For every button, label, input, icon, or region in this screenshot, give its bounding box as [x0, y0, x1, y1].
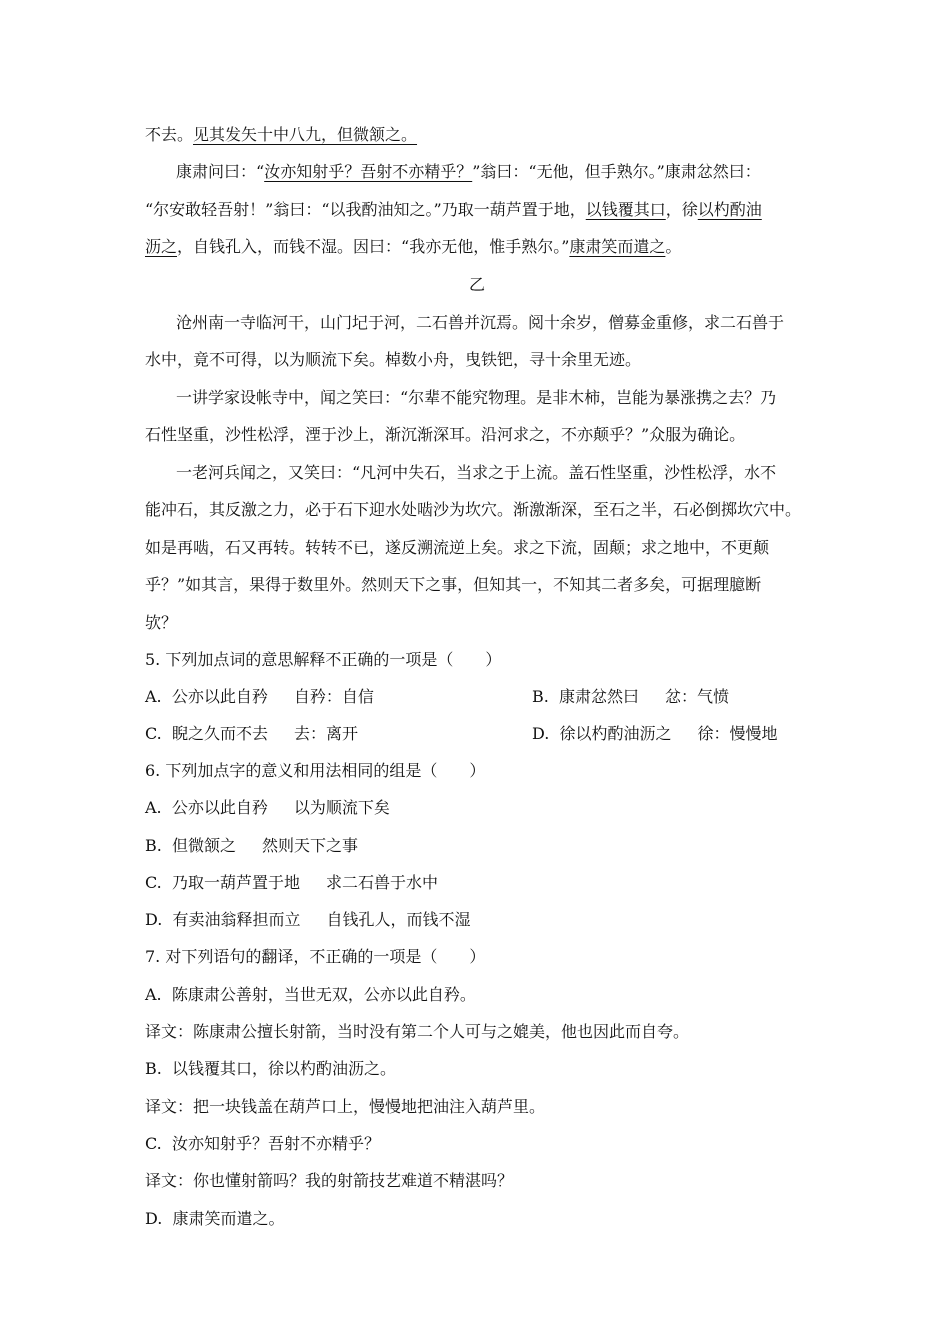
option-label: C.: [145, 873, 162, 892]
text-segment: ”翁曰：“无他，但手熟尔。”康肃忿然曰：: [472, 162, 761, 181]
text-segment: 康肃问曰：“: [176, 162, 265, 181]
option-label: B.: [145, 836, 162, 855]
underlined-sentence: 沥之: [145, 237, 178, 256]
option-label: A.: [145, 687, 162, 706]
question-7-option-c: [145, 1133, 809, 1155]
passage-a-para-2-line-1: [176, 161, 809, 183]
option-label: A.: [145, 985, 162, 1004]
option-gloss: 忿：气愤: [665, 687, 730, 706]
option-label: C.: [145, 1134, 162, 1153]
text-segment: ，自钱孔入，而钱不湿。因曰：“我亦无他，惟手熟尔。”: [177, 237, 570, 256]
underlined-sentence: 以钱覆其口: [585, 200, 666, 219]
passage-b-p2-line-2: 石性坚重，沙性松浮，湮于沙上，渐沉渐深耳。沿河求之，不亦颠乎？”众服为确论。: [145, 425, 746, 444]
passage-b-p3-line-4: 乎？”如其言，果得于数里外。然则天下之事，但知其一，不知其二者多矣，可据理臆断: [145, 575, 762, 594]
passage-b-p3-line-2: 能冲石，其反激之力，必于石下迎水处啮沙为坎穴。渐激渐深，至石之半，石必倒掷坎穴中。: [145, 500, 802, 519]
option-text: 以为顺流下矣: [293, 798, 390, 817]
option-text: 乃取一葫芦置于地: [171, 873, 300, 892]
question-7-stem: 7. 对下列语句的翻译，不正确的一项是（ ）: [145, 947, 486, 966]
question-6-option-d: [145, 909, 809, 931]
question-7-option-b: [145, 1058, 809, 1080]
underlined-sentence: 见其发矢十中八九，但微颔之。: [193, 125, 418, 144]
question-5-stem: 5. 下列加点词的意思解释不正确的一项是（ ）: [145, 650, 502, 669]
option-label: B.: [532, 687, 549, 706]
option-text: 公亦以此自矜: [171, 687, 268, 706]
question-7-option-a: [145, 984, 809, 1006]
passage-b-p3-line-1: 一老河兵闻之，又笑曰：“凡河中失石，当求之于上流。盖石性坚重，沙性松浮，水不: [176, 463, 777, 482]
option-text: 睨之久而不去: [171, 724, 268, 743]
option-text: 然则天下之事: [262, 836, 359, 855]
option-gloss: 去：离开: [293, 724, 358, 743]
option-text: 康肃笑而遣之。: [172, 1209, 285, 1228]
text-segment: ，徐: [665, 200, 698, 219]
text-segment: 。: [665, 237, 682, 256]
option-text: 陈康肃公善射，当世无双，公亦以此自矜。: [171, 985, 476, 1004]
question-5-option-b: [532, 686, 729, 708]
option-label: C.: [145, 724, 162, 743]
question-7-option-d: [145, 1208, 809, 1230]
question-6-option-b: [145, 835, 809, 857]
option-label: D.: [145, 910, 163, 929]
option-text: 公亦以此自矜: [171, 798, 268, 817]
passage-b-p2-line-1: 一讲学家设帐寺中，闻之笑曰：“尔辈不能究物理。是非木柿，岂能为暴涨携之去？乃: [176, 388, 777, 407]
underlined-sentence: 以杓酌油: [697, 200, 762, 219]
underlined-sentence: 康肃笑而遣之: [569, 237, 666, 256]
passage-a-para-2-line-3: [145, 236, 809, 258]
passage-b-p1-line-2: 水中，竟不可得，以为顺流下矣。棹数小舟，曳铁钯，寻十余里无迹。: [145, 350, 642, 369]
text-segment: 不去。: [145, 125, 194, 144]
passage-b-p1-line-1: 沧州南一寺临河干，山门圮于河，二石兽并沉焉。阅十余岁，僧募金重修，求二石兽于: [176, 313, 785, 332]
option-label: D.: [145, 1209, 163, 1228]
question-5-option-d: [532, 723, 778, 745]
option-label: B.: [145, 1059, 162, 1078]
option-text: 有卖油翁释担而立: [172, 910, 301, 929]
question-7-translation-b: 译文：把一块钱盖在葫芦口上，慢慢地把油注入葫芦里。: [145, 1097, 546, 1116]
underlined-sentence: 汝亦知射乎？吾射不亦精乎？: [264, 162, 473, 181]
option-text: 求二石兽于水中: [325, 873, 438, 892]
passage-b-p3-line-3: 如是再啮，石又再转。转转不已，遂反溯流逆上矣。求之下流，固颠；求之地中，不更颠: [145, 538, 770, 557]
option-text: 徐以杓酌油沥之: [559, 724, 672, 743]
option-text: 自钱孔人，而钱不湿: [326, 910, 471, 929]
passage-b-heading: 乙: [468, 275, 485, 294]
passage-a-para-2-line-2: [145, 199, 809, 221]
option-gloss: 自矜：自信: [293, 687, 374, 706]
option-gloss: 徐：慢慢地: [697, 724, 778, 743]
passage-a-line-1: [145, 124, 809, 146]
option-text: 康肃忿然曰: [559, 687, 640, 706]
question-6-option-a: [145, 797, 809, 819]
option-text: 汝亦知射乎？吾射不亦精乎？: [171, 1134, 380, 1153]
option-text: 以钱覆其口，徐以杓酌油沥之。: [172, 1059, 397, 1078]
option-label: D.: [532, 724, 550, 743]
option-label: A.: [145, 798, 162, 817]
question-6-option-c: [145, 872, 809, 894]
question-6-stem: 6. 下列加点字的意义和用法相同的组是（ ）: [145, 761, 486, 780]
passage-b-p3-line-5: 欤？: [145, 613, 178, 632]
text-segment: “尔安敢轻吾射！”翁曰：“以我酌油知之。”乃取一葫芦置于地，: [145, 200, 586, 219]
option-text: 但微颔之: [172, 836, 237, 855]
question-7-translation-a: 译文：陈康肃公擅长射箭，当时没有第二个人可与之媲美，他也因此而自夸。: [145, 1022, 690, 1041]
question-7-translation-c: 译文：你也懂射箭吗？我的射箭技艺难道不精湛吗？: [145, 1171, 514, 1190]
